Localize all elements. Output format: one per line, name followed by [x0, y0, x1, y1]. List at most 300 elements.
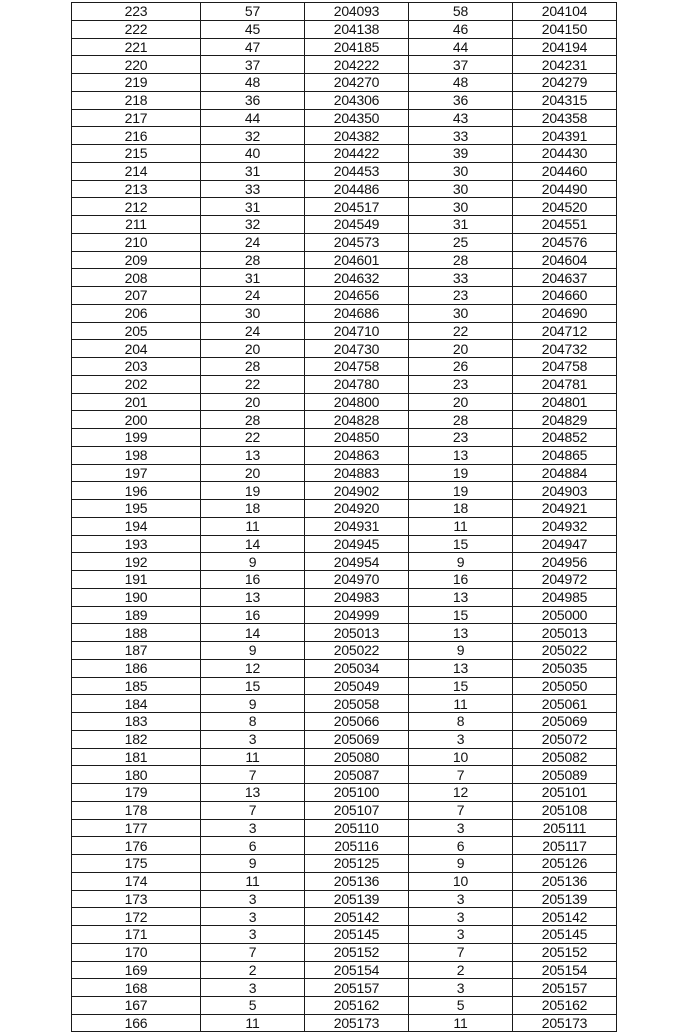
score-cell: 197 — [72, 464, 201, 482]
table-row — [72, 358, 617, 376]
cumulative-b-cell: 205117 — [513, 837, 617, 855]
cumulative-b-cell: 204551 — [513, 216, 617, 234]
count-a-cell: 16 — [201, 606, 305, 624]
count-b-cell: 23 — [409, 375, 513, 393]
count-a-cell: 33 — [201, 180, 305, 198]
cumulative-b-cell: 205069 — [513, 713, 617, 731]
count-a-cell: 28 — [201, 251, 305, 269]
cumulative-a-cell: 204920 — [305, 500, 409, 518]
count-b-cell: 10 — [409, 748, 513, 766]
cumulative-a-cell: 204828 — [305, 411, 409, 429]
count-a-cell: 22 — [201, 375, 305, 393]
score-cell: 198 — [72, 446, 201, 464]
cumulative-a-cell: 204601 — [305, 251, 409, 269]
table-row — [72, 127, 617, 145]
count-a-cell: 28 — [201, 358, 305, 376]
table-row — [72, 38, 617, 56]
cumulative-b-cell: 204801 — [513, 393, 617, 411]
count-a-cell: 31 — [201, 269, 305, 287]
count-a-cell: 3 — [201, 926, 305, 944]
score-cell: 195 — [72, 500, 201, 518]
cumulative-a-cell: 204800 — [305, 393, 409, 411]
count-a-cell: 24 — [201, 322, 305, 340]
count-a-cell: 3 — [201, 730, 305, 748]
cumulative-a-cell: 205013 — [305, 624, 409, 642]
count-a-cell: 12 — [201, 659, 305, 677]
cumulative-a-cell: 205058 — [305, 695, 409, 713]
score-cell: 207 — [72, 287, 201, 305]
count-b-cell: 3 — [409, 908, 513, 926]
cumulative-a-cell: 204902 — [305, 482, 409, 500]
cumulative-b-cell: 204520 — [513, 198, 617, 216]
count-b-cell: 7 — [409, 766, 513, 784]
cumulative-b-cell: 204865 — [513, 446, 617, 464]
cumulative-b-cell: 205013 — [513, 624, 617, 642]
cumulative-a-cell: 205136 — [305, 872, 409, 890]
count-a-cell: 14 — [201, 535, 305, 553]
cumulative-a-cell: 204549 — [305, 216, 409, 234]
count-b-cell: 3 — [409, 979, 513, 997]
count-b-cell: 5 — [409, 997, 513, 1015]
table-row — [72, 943, 617, 961]
score-cell: 209 — [72, 251, 201, 269]
count-b-cell: 37 — [409, 56, 513, 74]
table-row — [72, 20, 617, 38]
count-b-cell: 28 — [409, 251, 513, 269]
table-row — [72, 890, 617, 908]
table-row — [72, 588, 617, 606]
count-b-cell: 15 — [409, 677, 513, 695]
cumulative-a-cell: 204983 — [305, 588, 409, 606]
count-b-cell: 16 — [409, 571, 513, 589]
count-b-cell: 33 — [409, 127, 513, 145]
table-row — [72, 3, 617, 21]
cumulative-b-cell: 204358 — [513, 109, 617, 127]
score-cell: 219 — [72, 74, 201, 92]
cumulative-a-cell: 204350 — [305, 109, 409, 127]
cumulative-b-cell: 205082 — [513, 748, 617, 766]
score-cell: 169 — [72, 961, 201, 979]
cumulative-b-cell: 204576 — [513, 233, 617, 251]
cumulative-b-cell: 205101 — [513, 784, 617, 802]
table-row — [72, 482, 617, 500]
cumulative-a-cell: 205152 — [305, 943, 409, 961]
cumulative-a-cell: 205139 — [305, 890, 409, 908]
cumulative-b-cell: 204712 — [513, 322, 617, 340]
score-cell: 202 — [72, 375, 201, 393]
count-a-cell: 7 — [201, 801, 305, 819]
cumulative-b-cell: 204732 — [513, 340, 617, 358]
count-a-cell: 13 — [201, 446, 305, 464]
count-b-cell: 30 — [409, 180, 513, 198]
count-a-cell: 8 — [201, 713, 305, 731]
score-cell: 220 — [72, 56, 201, 74]
table-row — [72, 606, 617, 624]
cumulative-a-cell: 205087 — [305, 766, 409, 784]
count-b-cell: 9 — [409, 855, 513, 873]
cumulative-a-cell: 204486 — [305, 180, 409, 198]
count-a-cell: 24 — [201, 233, 305, 251]
count-a-cell: 3 — [201, 979, 305, 997]
count-b-cell: 15 — [409, 606, 513, 624]
score-cell: 178 — [72, 801, 201, 819]
cumulative-a-cell: 204931 — [305, 517, 409, 535]
table-row — [72, 872, 617, 890]
cumulative-b-cell: 205108 — [513, 801, 617, 819]
count-b-cell: 7 — [409, 943, 513, 961]
cumulative-b-cell: 204604 — [513, 251, 617, 269]
count-b-cell: 15 — [409, 535, 513, 553]
count-b-cell: 19 — [409, 464, 513, 482]
count-a-cell: 16 — [201, 571, 305, 589]
cumulative-a-cell: 205162 — [305, 997, 409, 1015]
count-a-cell: 45 — [201, 20, 305, 38]
table-row — [72, 713, 617, 731]
cumulative-a-cell: 204954 — [305, 553, 409, 571]
table-row — [72, 216, 617, 234]
cumulative-a-cell: 204686 — [305, 304, 409, 322]
table-row — [72, 659, 617, 677]
cumulative-a-cell: 205034 — [305, 659, 409, 677]
score-cell: 196 — [72, 482, 201, 500]
count-a-cell: 9 — [201, 855, 305, 873]
count-b-cell: 58 — [409, 3, 513, 21]
count-a-cell: 5 — [201, 997, 305, 1015]
cumulative-a-cell: 204270 — [305, 74, 409, 92]
count-b-cell: 30 — [409, 162, 513, 180]
cumulative-b-cell: 205136 — [513, 872, 617, 890]
count-b-cell: 23 — [409, 287, 513, 305]
cumulative-b-cell: 205152 — [513, 943, 617, 961]
cumulative-b-cell: 204758 — [513, 358, 617, 376]
score-distribution-table — [71, 2, 617, 1032]
count-b-cell: 11 — [409, 517, 513, 535]
count-b-cell: 6 — [409, 837, 513, 855]
count-b-cell: 19 — [409, 482, 513, 500]
score-cell: 216 — [72, 127, 201, 145]
cumulative-a-cell: 204999 — [305, 606, 409, 624]
table-row — [72, 819, 617, 837]
cumulative-b-cell: 204660 — [513, 287, 617, 305]
count-b-cell: 8 — [409, 713, 513, 731]
cumulative-b-cell: 204315 — [513, 91, 617, 109]
table-row — [72, 926, 617, 944]
count-b-cell: 10 — [409, 872, 513, 890]
cumulative-b-cell: 204932 — [513, 517, 617, 535]
cumulative-b-cell: 205154 — [513, 961, 617, 979]
table-row — [72, 464, 617, 482]
score-cell: 222 — [72, 20, 201, 38]
table-row — [72, 393, 617, 411]
table-row — [72, 233, 617, 251]
count-a-cell: 48 — [201, 74, 305, 92]
table-row — [72, 180, 617, 198]
cumulative-b-cell: 205142 — [513, 908, 617, 926]
score-cell: 184 — [72, 695, 201, 713]
table-row — [72, 411, 617, 429]
score-cell: 170 — [72, 943, 201, 961]
score-cell: 166 — [72, 1014, 201, 1031]
count-a-cell: 11 — [201, 517, 305, 535]
cumulative-b-cell: 205072 — [513, 730, 617, 748]
count-b-cell: 44 — [409, 38, 513, 56]
table-row — [72, 74, 617, 92]
score-cell: 167 — [72, 997, 201, 1015]
table-row — [72, 269, 617, 287]
cumulative-a-cell: 205157 — [305, 979, 409, 997]
count-a-cell: 32 — [201, 216, 305, 234]
cumulative-b-cell: 205139 — [513, 890, 617, 908]
table-row — [72, 446, 617, 464]
score-cell: 215 — [72, 145, 201, 163]
count-b-cell: 33 — [409, 269, 513, 287]
cumulative-a-cell: 204093 — [305, 3, 409, 21]
table-row — [72, 837, 617, 855]
score-cell: 223 — [72, 3, 201, 21]
table-row — [72, 322, 617, 340]
count-a-cell: 44 — [201, 109, 305, 127]
score-cell: 171 — [72, 926, 201, 944]
count-b-cell: 2 — [409, 961, 513, 979]
cumulative-a-cell: 204780 — [305, 375, 409, 393]
table-row — [72, 340, 617, 358]
count-b-cell: 12 — [409, 784, 513, 802]
cumulative-b-cell: 204690 — [513, 304, 617, 322]
score-cell: 213 — [72, 180, 201, 198]
score-cell: 204 — [72, 340, 201, 358]
count-b-cell: 23 — [409, 429, 513, 447]
cumulative-b-cell: 205089 — [513, 766, 617, 784]
count-a-cell: 13 — [201, 588, 305, 606]
cumulative-b-cell: 204985 — [513, 588, 617, 606]
score-cell: 176 — [72, 837, 201, 855]
count-a-cell: 3 — [201, 890, 305, 908]
count-a-cell: 3 — [201, 819, 305, 837]
count-a-cell: 9 — [201, 642, 305, 660]
count-a-cell: 31 — [201, 162, 305, 180]
table-row — [72, 304, 617, 322]
score-cell: 201 — [72, 393, 201, 411]
count-b-cell: 43 — [409, 109, 513, 127]
cumulative-b-cell: 204150 — [513, 20, 617, 38]
cumulative-b-cell: 204829 — [513, 411, 617, 429]
cumulative-a-cell: 204758 — [305, 358, 409, 376]
cumulative-a-cell: 204453 — [305, 162, 409, 180]
cumulative-b-cell: 205000 — [513, 606, 617, 624]
score-cell: 177 — [72, 819, 201, 837]
table-row — [72, 1014, 617, 1031]
cumulative-b-cell: 204391 — [513, 127, 617, 145]
score-cell: 179 — [72, 784, 201, 802]
cumulative-a-cell: 205110 — [305, 819, 409, 837]
cumulative-b-cell: 205126 — [513, 855, 617, 873]
cumulative-b-cell: 204490 — [513, 180, 617, 198]
cumulative-a-cell: 204573 — [305, 233, 409, 251]
cumulative-a-cell: 204632 — [305, 269, 409, 287]
cumulative-b-cell: 204460 — [513, 162, 617, 180]
score-cell: 211 — [72, 216, 201, 234]
count-b-cell: 30 — [409, 198, 513, 216]
score-cell: 191 — [72, 571, 201, 589]
count-a-cell: 37 — [201, 56, 305, 74]
count-a-cell: 30 — [201, 304, 305, 322]
count-a-cell: 20 — [201, 340, 305, 358]
cumulative-b-cell: 204637 — [513, 269, 617, 287]
table-row — [72, 429, 617, 447]
cumulative-a-cell: 205142 — [305, 908, 409, 926]
table-row — [72, 517, 617, 535]
count-b-cell: 30 — [409, 304, 513, 322]
cumulative-a-cell: 204222 — [305, 56, 409, 74]
score-cell: 186 — [72, 659, 201, 677]
cumulative-b-cell: 205035 — [513, 659, 617, 677]
score-cell: 210 — [72, 233, 201, 251]
cumulative-a-cell: 205080 — [305, 748, 409, 766]
score-cell: 183 — [72, 713, 201, 731]
count-a-cell: 3 — [201, 908, 305, 926]
cumulative-b-cell: 204972 — [513, 571, 617, 589]
cumulative-b-cell: 205157 — [513, 979, 617, 997]
cumulative-a-cell: 204656 — [305, 287, 409, 305]
count-b-cell: 7 — [409, 801, 513, 819]
table-row — [72, 109, 617, 127]
score-cell: 199 — [72, 429, 201, 447]
score-distribution-sheet — [71, 2, 616, 1032]
table-row — [72, 198, 617, 216]
cumulative-b-cell: 204104 — [513, 3, 617, 21]
table-row — [72, 855, 617, 873]
count-a-cell: 40 — [201, 145, 305, 163]
cumulative-b-cell: 204884 — [513, 464, 617, 482]
score-cell: 173 — [72, 890, 201, 908]
table-row — [72, 535, 617, 553]
count-a-cell: 7 — [201, 943, 305, 961]
count-b-cell: 9 — [409, 642, 513, 660]
count-a-cell: 32 — [201, 127, 305, 145]
table-row — [72, 500, 617, 518]
count-b-cell: 11 — [409, 1014, 513, 1031]
cumulative-a-cell: 204970 — [305, 571, 409, 589]
cumulative-a-cell: 204517 — [305, 198, 409, 216]
cumulative-a-cell: 205125 — [305, 855, 409, 873]
score-cell: 190 — [72, 588, 201, 606]
count-a-cell: 19 — [201, 482, 305, 500]
count-a-cell: 47 — [201, 38, 305, 56]
score-cell: 218 — [72, 91, 201, 109]
cumulative-a-cell: 204883 — [305, 464, 409, 482]
table-row — [72, 908, 617, 926]
cumulative-a-cell: 204945 — [305, 535, 409, 553]
cumulative-b-cell: 205145 — [513, 926, 617, 944]
count-a-cell: 7 — [201, 766, 305, 784]
table-row — [72, 642, 617, 660]
count-b-cell: 46 — [409, 20, 513, 38]
count-b-cell: 39 — [409, 145, 513, 163]
score-cell: 187 — [72, 642, 201, 660]
count-b-cell: 28 — [409, 411, 513, 429]
cumulative-a-cell: 204730 — [305, 340, 409, 358]
cumulative-b-cell: 204781 — [513, 375, 617, 393]
table-row — [72, 375, 617, 393]
count-b-cell: 3 — [409, 890, 513, 908]
cumulative-a-cell: 205022 — [305, 642, 409, 660]
count-a-cell: 22 — [201, 429, 305, 447]
count-a-cell: 6 — [201, 837, 305, 855]
cumulative-b-cell: 204947 — [513, 535, 617, 553]
table-row — [72, 624, 617, 642]
score-cell: 174 — [72, 872, 201, 890]
score-cell: 175 — [72, 855, 201, 873]
score-cell: 194 — [72, 517, 201, 535]
count-b-cell: 3 — [409, 819, 513, 837]
count-b-cell: 26 — [409, 358, 513, 376]
score-cell: 182 — [72, 730, 201, 748]
table-row — [72, 56, 617, 74]
table-row — [72, 748, 617, 766]
cumulative-b-cell: 205173 — [513, 1014, 617, 1031]
cumulative-a-cell: 205145 — [305, 926, 409, 944]
cumulative-a-cell: 204138 — [305, 20, 409, 38]
count-b-cell: 13 — [409, 446, 513, 464]
count-a-cell: 2 — [201, 961, 305, 979]
cumulative-a-cell: 205116 — [305, 837, 409, 855]
count-b-cell: 13 — [409, 659, 513, 677]
count-a-cell: 15 — [201, 677, 305, 695]
table-row — [72, 145, 617, 163]
cumulative-a-cell: 204382 — [305, 127, 409, 145]
table-row — [72, 784, 617, 802]
count-a-cell: 28 — [201, 411, 305, 429]
table-body — [72, 3, 617, 1032]
cumulative-a-cell: 204710 — [305, 322, 409, 340]
cumulative-b-cell: 204903 — [513, 482, 617, 500]
table-row — [72, 287, 617, 305]
cumulative-b-cell: 205111 — [513, 819, 617, 837]
cumulative-a-cell: 205173 — [305, 1014, 409, 1031]
count-b-cell: 20 — [409, 340, 513, 358]
score-cell: 172 — [72, 908, 201, 926]
count-a-cell: 18 — [201, 500, 305, 518]
count-b-cell: 13 — [409, 624, 513, 642]
count-a-cell: 20 — [201, 464, 305, 482]
score-cell: 206 — [72, 304, 201, 322]
count-b-cell: 9 — [409, 553, 513, 571]
cumulative-a-cell: 205066 — [305, 713, 409, 731]
cumulative-a-cell: 204422 — [305, 145, 409, 163]
cumulative-b-cell: 205162 — [513, 997, 617, 1015]
count-b-cell: 25 — [409, 233, 513, 251]
score-cell: 193 — [72, 535, 201, 553]
table-row — [72, 91, 617, 109]
score-cell: 214 — [72, 162, 201, 180]
score-cell: 217 — [72, 109, 201, 127]
count-a-cell: 20 — [201, 393, 305, 411]
cumulative-a-cell: 205107 — [305, 801, 409, 819]
count-b-cell: 31 — [409, 216, 513, 234]
cumulative-b-cell: 204279 — [513, 74, 617, 92]
score-cell: 203 — [72, 358, 201, 376]
cumulative-a-cell: 204863 — [305, 446, 409, 464]
count-a-cell: 9 — [201, 695, 305, 713]
table-row — [72, 997, 617, 1015]
count-a-cell: 14 — [201, 624, 305, 642]
count-a-cell: 9 — [201, 553, 305, 571]
count-b-cell: 36 — [409, 91, 513, 109]
count-b-cell: 3 — [409, 926, 513, 944]
score-cell: 180 — [72, 766, 201, 784]
table-row — [72, 677, 617, 695]
score-cell: 200 — [72, 411, 201, 429]
